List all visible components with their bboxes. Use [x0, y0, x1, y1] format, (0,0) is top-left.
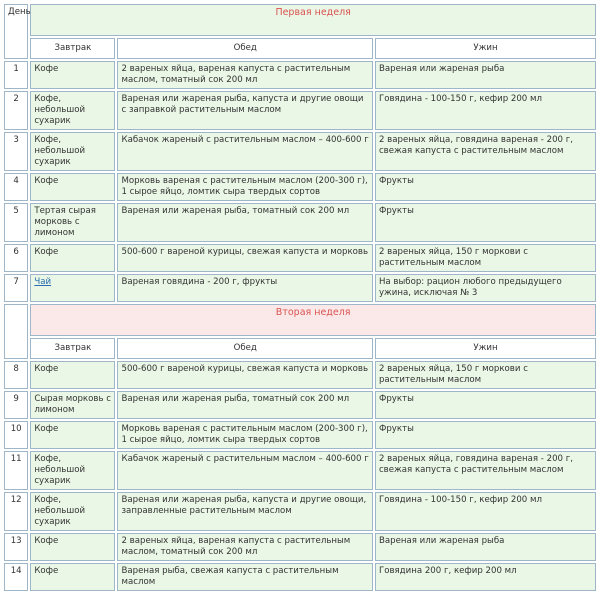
breakfast-cell: Кофе, небольшой сухарик [30, 451, 115, 490]
lunch-cell: Вареная или жареная рыба, капуста и другие овощи, заправленные растительным маслом [117, 492, 372, 531]
diet-table [2, 2, 598, 593]
tea-link[interactable]: Чай [34, 277, 52, 287]
day-number: 8 [4, 361, 28, 389]
breakfast-cell: Кофе [30, 61, 115, 89]
day-number: 11 [4, 451, 28, 490]
table-row [4, 173, 596, 201]
breakfast-cell: Кофе [30, 563, 115, 591]
table-row [4, 244, 596, 272]
dinner-cell: Фрукты [375, 391, 596, 419]
breakfast-cell [30, 274, 115, 302]
dinner-cell: 2 вареных яйца, 150 г моркови с растительным маслом [375, 361, 596, 389]
day-number: 1 [4, 61, 28, 89]
breakfast-cell: Тертая сырая морковь с лимоном [30, 203, 115, 242]
table-row [4, 421, 596, 449]
lunch-cell: Кабачок жареный с растительным маслом – 400-600 г [117, 132, 372, 171]
table-row [4, 391, 596, 419]
day-number: 3 [4, 132, 28, 171]
lunch-cell: Вареная или жареная рыба, капуста и другие овощи с заправкой растительным маслом [117, 91, 372, 130]
breakfast-cell: Кофе, небольшой сухарик [30, 492, 115, 531]
day-number: 2 [4, 91, 28, 130]
col-dinner: Ужин [375, 38, 596, 59]
dinner-cell: 2 вареных яйца, говядина вареная - 200 г, свежая капуста с растительным маслом [375, 451, 596, 490]
breakfast-cell: Кофе [30, 421, 115, 449]
day-number: 10 [4, 421, 28, 449]
dinner-cell: Фрукты [375, 173, 596, 201]
day-number: 13 [4, 533, 28, 561]
day-number: 7 [4, 274, 28, 302]
breakfast-cell: Сырая морковь с лимоном [30, 391, 115, 419]
lunch-cell: Вареная или жареная рыба, томатный сок 200 мл [117, 203, 372, 242]
breakfast-cell: Кофе [30, 173, 115, 201]
col-lunch: Обед [117, 38, 372, 59]
lunch-cell: Кабачок жареный с растительным маслом – 400-600 г [117, 451, 372, 490]
table-row [4, 91, 596, 130]
week1-title: Первая неделя [30, 4, 596, 36]
breakfast-cell: Кофе [30, 361, 115, 389]
breakfast-cell: Кофе [30, 244, 115, 272]
table-row [4, 492, 596, 531]
lunch-cell: Вареная рыба, свежая капуста с растительным маслом [117, 563, 372, 591]
dinner-cell: Говядина 200 г, кефир 200 мл [375, 563, 596, 591]
lunch-cell: 500-600 г вареной курицы, свежая капуста и морковь [117, 244, 372, 272]
dinner-cell: 2 вареных яйца, говядина вареная - 200 г, свежая капуста с растительным маслом [375, 132, 596, 171]
col-lunch: Обед [117, 338, 372, 359]
lunch-cell: Вареная или жареная рыба, томатный сок 200 мл [117, 391, 372, 419]
breakfast-cell: Кофе [30, 533, 115, 561]
day-number: 6 [4, 244, 28, 272]
dinner-cell: Говядина - 100-150 г, кефир 200 мл [375, 492, 596, 531]
table-row [4, 132, 596, 171]
day-number: 9 [4, 391, 28, 419]
dinner-cell: Вареная или жареная рыба [375, 61, 596, 89]
lunch-cell: Вареная говядина - 200 г, фрукты [117, 274, 372, 302]
lunch-cell: Морковь вареная с растительным маслом (200-300 г), 1 сырое яйцо, ломтик сыра твердых сортов [117, 421, 372, 449]
dinner-cell: 2 вареных яйца, 150 г моркови с растительным маслом [375, 244, 596, 272]
dinner-cell: Говядина - 100-150 г, кефир 200 мл [375, 91, 596, 130]
col-breakfast: Завтрак [30, 38, 115, 59]
day-number: 4 [4, 173, 28, 201]
table-row [4, 451, 596, 490]
day-header-spacer [4, 304, 28, 359]
dinner-cell: Вареная или жареная рыба [375, 533, 596, 561]
col-dinner: Ужин [375, 338, 596, 359]
dinner-cell: На выбор: рацион любого предыдущего ужина, исключая № 3 [375, 274, 596, 302]
table-row [4, 563, 596, 591]
breakfast-cell: Кофе, небольшой сухарик [30, 132, 115, 171]
table-row [4, 203, 596, 242]
dinner-cell: Фрукты [375, 421, 596, 449]
day-number: 14 [4, 563, 28, 591]
week2-title: Вторая неделя [30, 304, 596, 336]
lunch-cell: 500-600 г вареной курицы, свежая капуста и морковь [117, 361, 372, 389]
lunch-cell: 2 вареных яйца, вареная капуста с растительным маслом, томатный сок 200 мл [117, 533, 372, 561]
lunch-cell: Морковь вареная с растительным маслом (200-300 г), 1 сырое яйцо, ломтик сыра твердых сортов [117, 173, 372, 201]
table-row [4, 61, 596, 89]
col-breakfast: Завтрак [30, 338, 115, 359]
breakfast-cell: Кофе, небольшой сухарик [30, 91, 115, 130]
dinner-cell: Фрукты [375, 203, 596, 242]
day-header: День [4, 4, 28, 59]
day-number: 12 [4, 492, 28, 531]
lunch-cell: 2 вареных яйца, вареная капуста с растительным маслом, томатный сок 200 мл [117, 61, 372, 89]
table-row [4, 533, 596, 561]
table-row [4, 361, 596, 389]
table-row [4, 274, 596, 302]
day-number: 5 [4, 203, 28, 242]
diet-table-body [4, 4, 596, 591]
